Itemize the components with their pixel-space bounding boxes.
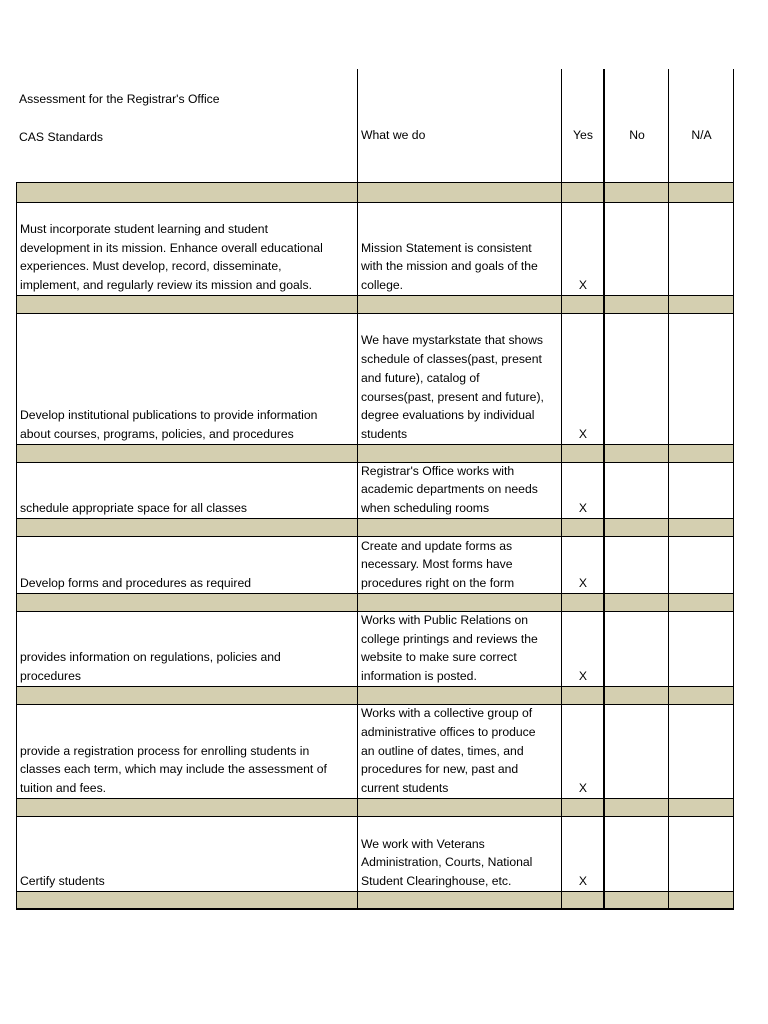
header-na: N/A (668, 69, 734, 183)
standard-cell: Develop institutional publications to provide information about courses, programs, policies, and procedures (16, 314, 357, 445)
na-mark (668, 314, 734, 445)
band-row (16, 799, 357, 817)
no-mark (603, 463, 668, 519)
band-row (16, 445, 357, 463)
no-mark (603, 314, 668, 445)
header-yes: Yes (561, 69, 603, 183)
yes-mark: X (561, 817, 603, 892)
assessment-table (16, 69, 734, 910)
band-row (16, 687, 357, 705)
na-mark (668, 817, 734, 892)
what-we-do-cell: Mission Statement is consistent with the mission and goals of the college. (357, 203, 561, 296)
document-subtitle: CAS Standards (19, 129, 104, 144)
na-mark (668, 705, 734, 799)
band-row (16, 594, 357, 612)
no-mark (603, 705, 668, 799)
standard-cell: Must incorporate student learning and student development in its mission. Enhance overall educational experiences. Must develop, record, disseminate, implement, and regularly review its mission and goals. (16, 203, 357, 296)
header-title-cell (16, 69, 357, 183)
what-we-do-cell: Registrar's Office works with academic departments on needs when scheduling rooms (357, 463, 561, 519)
header-what-we-do: What we do (357, 69, 561, 183)
header-no: No (603, 69, 668, 183)
standard-cell: provides information on regulations, policies and procedures (16, 612, 357, 687)
what-we-do-cell: Works with Public Relations on college printings and reviews the website to make sure correct information is posted. (357, 612, 561, 687)
what-we-do-cell: Works with a collective group of administrative offices to produce an outline of dates, times, and procedures for new, past and current students (357, 705, 561, 799)
no-mark (603, 537, 668, 594)
what-we-do-cell: Create and update forms as necessary. Most forms have procedures right on the form (357, 537, 561, 594)
band-row (16, 519, 357, 537)
na-mark (668, 203, 734, 296)
yes-mark: X (561, 314, 603, 445)
band-row (16, 296, 357, 314)
standard-cell: Develop forms and procedures as required (16, 537, 357, 594)
standard-cell: Certify students (16, 817, 357, 892)
yes-mark: X (561, 537, 603, 594)
standard-cell: schedule appropriate space for all classes (16, 463, 357, 519)
na-mark (668, 537, 734, 594)
yes-mark: X (561, 463, 603, 519)
na-mark (668, 612, 734, 687)
what-we-do-cell: We have mystarkstate that shows schedule of classes(past, present and future), catalog of courses(past, present and future), degree evaluations by individual students (357, 314, 561, 445)
no-mark (603, 817, 668, 892)
no-mark (603, 612, 668, 687)
no-mark (603, 203, 668, 296)
yes-mark: X (561, 612, 603, 687)
band-row (16, 183, 357, 203)
yes-mark: X (561, 203, 603, 296)
what-we-do-cell: We work with Veterans Administration, Courts, National Student Clearinghouse, etc. (357, 817, 561, 892)
standard-cell: provide a registration process for enrolling students in classes each term, which may include the assessment of tuition and fees. (16, 705, 357, 799)
na-mark (668, 463, 734, 519)
band-row (16, 892, 357, 910)
yes-mark: X (561, 705, 603, 799)
document-title: Assessment for the Registrar's Office (19, 91, 220, 106)
